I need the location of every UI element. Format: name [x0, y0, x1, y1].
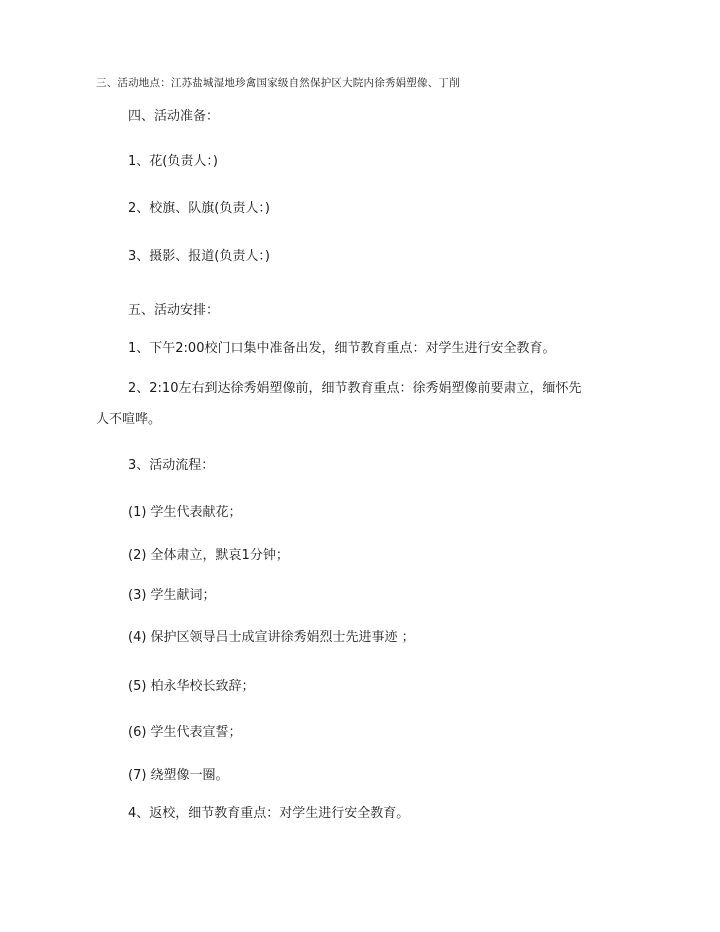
flow-step-4: (4) 保护区领导吕士成宣讲徐秀娟烈士先进事迹 ； — [128, 630, 415, 645]
flow-step-5: (5) 柏永华校长致辞； — [128, 679, 255, 694]
section-4-heading: 四、活动准备： — [128, 109, 220, 124]
arrange-item-3-heading: 3、活动流程： — [128, 458, 215, 473]
flow-step-1: (1) 学生代表献花； — [128, 505, 242, 520]
prep-item-2: 2、校旗、队旗(负责人：) — [128, 201, 270, 216]
arrange-item-2-line2: 人不喧哗。 — [96, 412, 162, 427]
section-5-heading: 五、活动安排： — [128, 303, 220, 318]
activity-location-line: 三、活动地点：江苏盐城湿地珍禽国家级自然保护区大院内徐秀娟塑像、丁削 — [96, 77, 460, 89]
flow-step-2: (2) 全体肃立，默哀1分钟； — [128, 548, 289, 563]
arrange-item-2-line1: 2、2:10左右到达徐秀娟塑像前，细节教育重点：徐秀娟塑像前要肃立，缅怀先 — [128, 381, 582, 396]
arrange-item-4: 4、返校，细节教育重点：对学生进行安全教育。 — [128, 806, 410, 821]
flow-step-7: (7) 绕塑像一圈。 — [128, 768, 229, 783]
flow-step-6: (6) 学生代表宣誓； — [128, 725, 242, 740]
arrange-item-1: 1、下午2:00校门口集中准备出发，细节教育重点：对学生进行安全教育。 — [128, 341, 556, 356]
prep-item-3: 3、摄影、报道(负责人：) — [128, 249, 270, 264]
flow-step-3: (3) 学生献词； — [128, 588, 216, 603]
prep-item-1: 1、花(负责人：) — [128, 154, 218, 169]
